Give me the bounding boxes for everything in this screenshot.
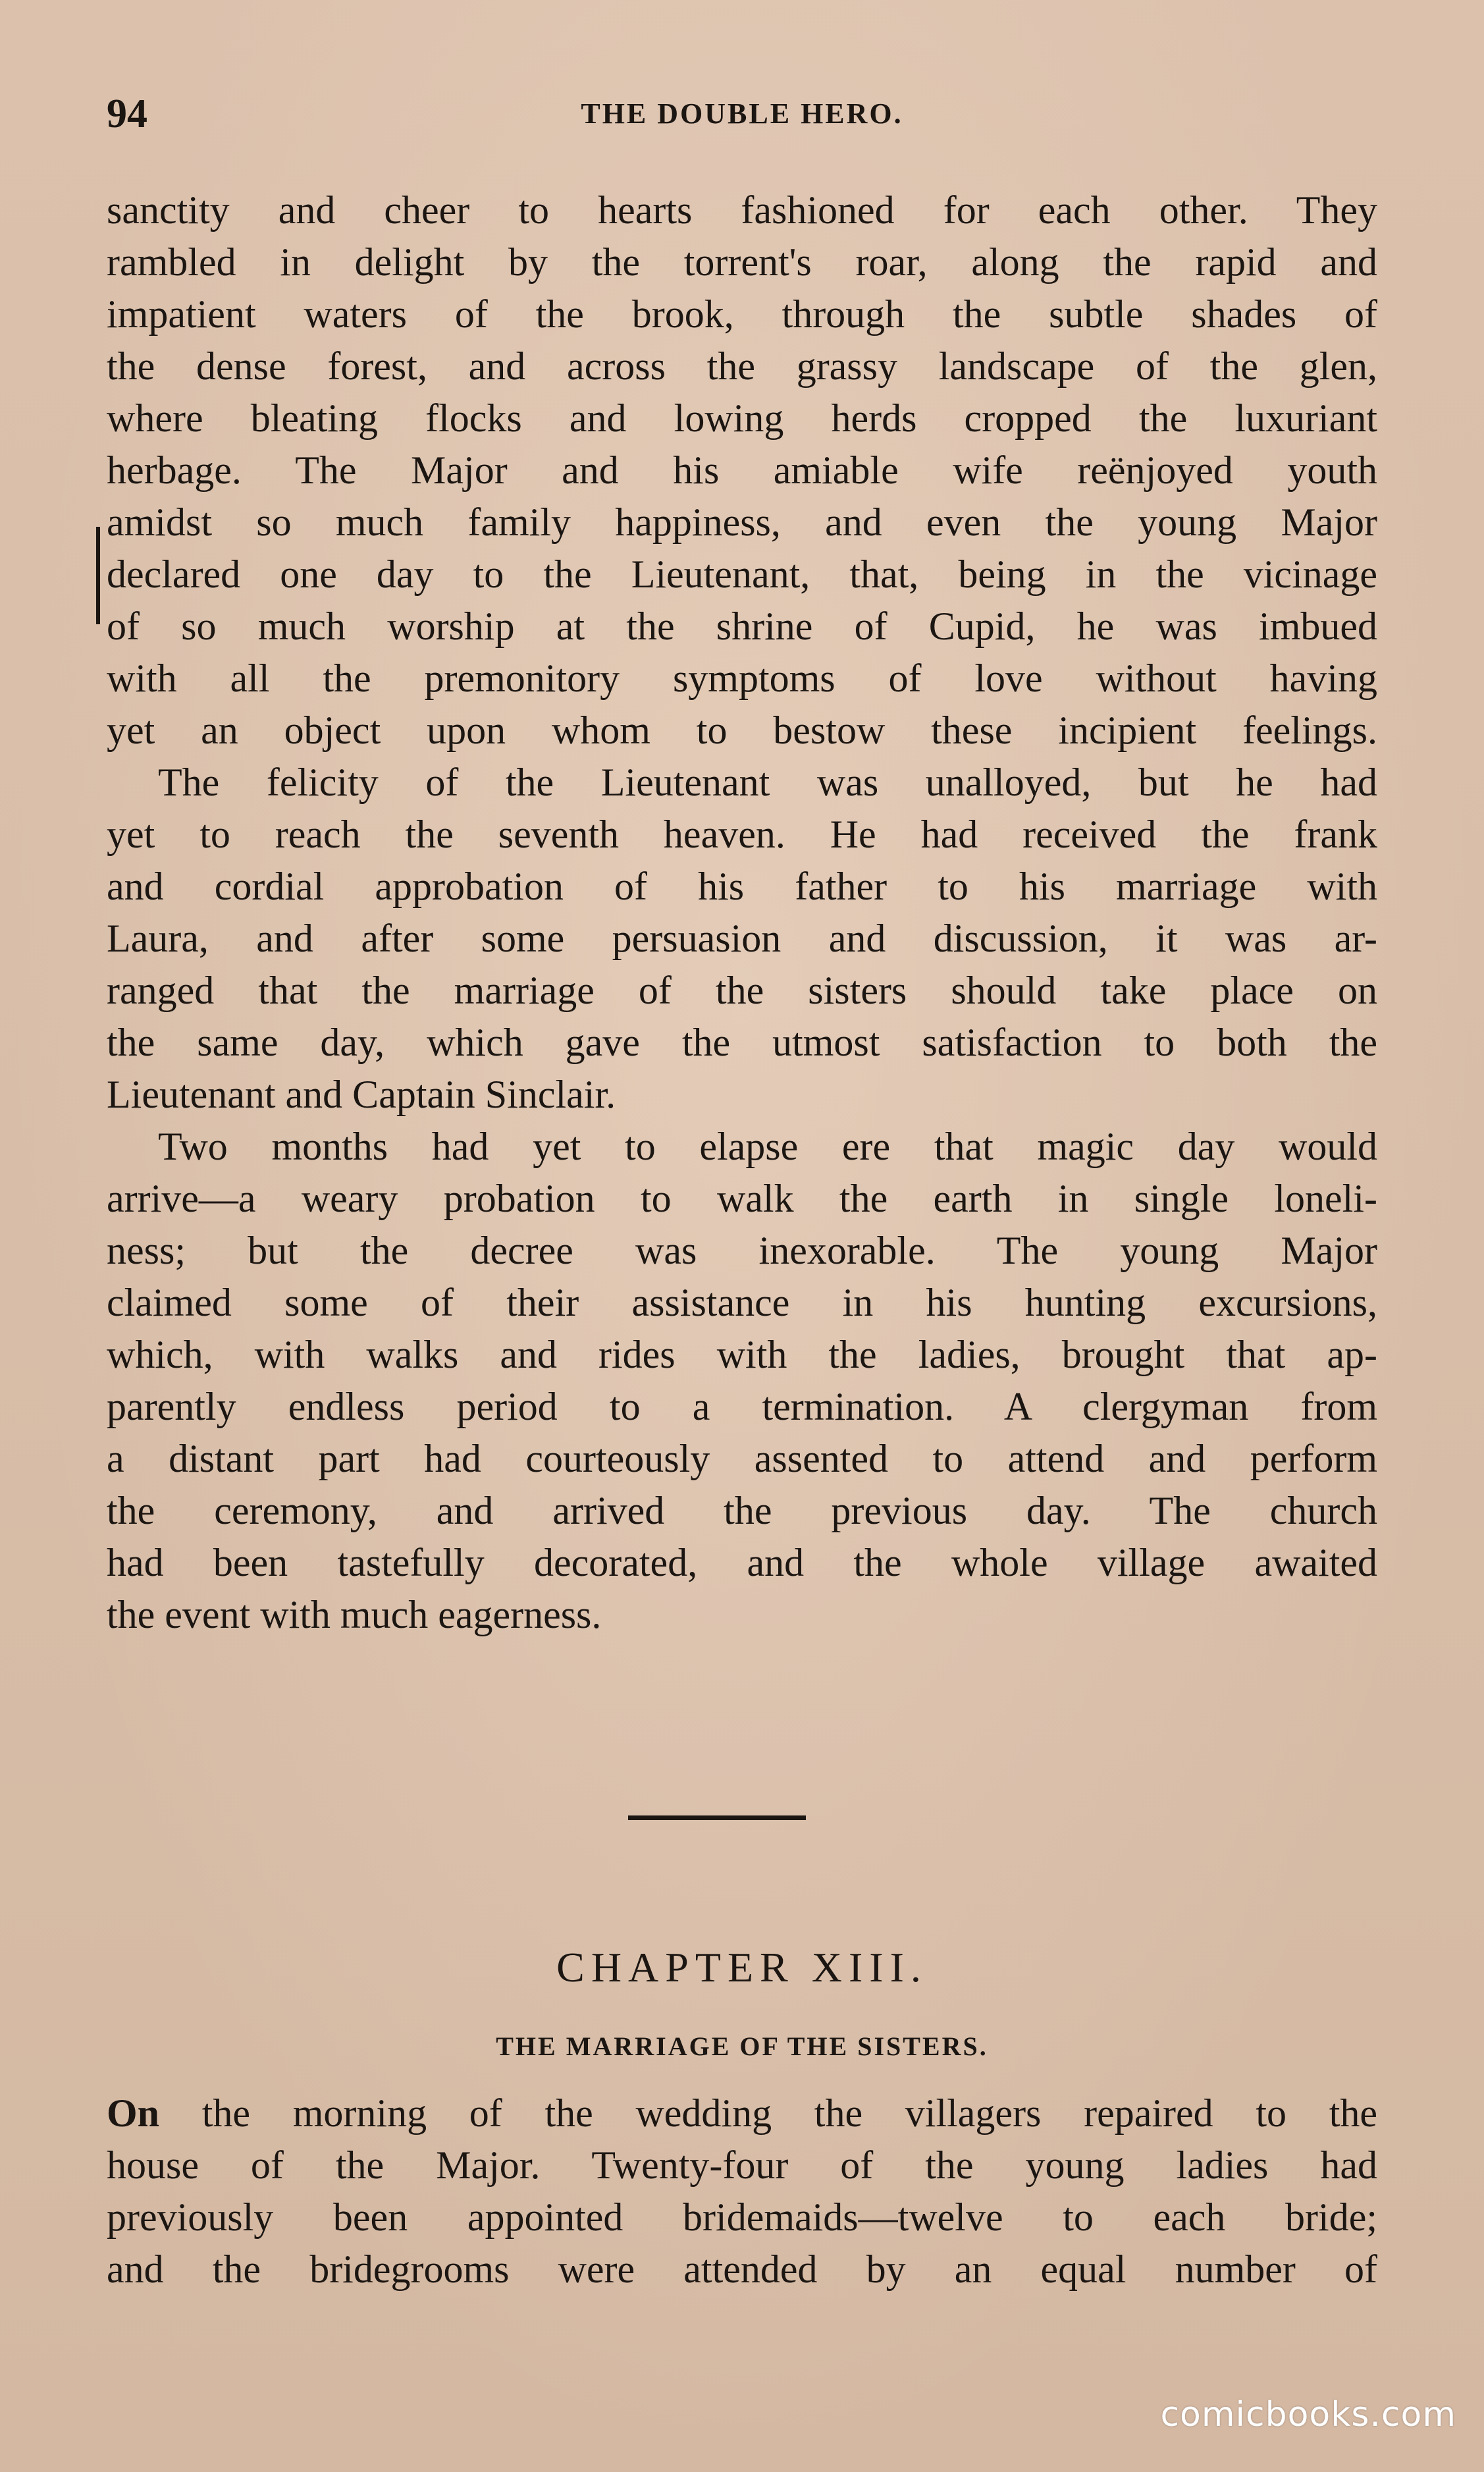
page-number: 94 bbox=[107, 92, 147, 136]
text-line: the ceremony, and arrived the previous day. The church bbox=[107, 1489, 1377, 1532]
text-line: ranged that the marriage of the sisters should take place on bbox=[107, 969, 1377, 1012]
text-line: where bleating flocks and lowing herds cropped the luxuriant bbox=[107, 396, 1377, 440]
text-line: ness; but the decree was inexorable. The young Major bbox=[107, 1229, 1377, 1272]
text-line: declared one day to the Lieutenant, that, being in the vicinage bbox=[107, 552, 1377, 596]
text-line: had been tastefully decorated, and the whole village awaited bbox=[107, 1541, 1377, 1584]
text-line: The felicity of the Lieutenant was unalloyed, but he had bbox=[158, 761, 1377, 804]
chapter-lead-word: On bbox=[107, 2091, 160, 2135]
text-line: the same day, which gave the utmost satisfaction to both the bbox=[107, 1021, 1377, 1064]
text-line: yet an object upon whom to bestow these incipient feelings. bbox=[107, 709, 1377, 752]
text-line: sanctity and cheer to hearts fashioned for each other. They bbox=[107, 188, 1377, 232]
text-line: house of the Major. Twenty-four of the young ladies had bbox=[107, 2143, 1377, 2187]
text-line: of so much worship at the shrine of Cupid, he was imbued bbox=[107, 605, 1377, 648]
section-divider bbox=[628, 1815, 806, 1820]
text-line: herbage. The Major and his amiable wife reënjoyed youth bbox=[107, 448, 1377, 492]
text-line: and the bridegrooms were attended by an equal number of bbox=[107, 2247, 1377, 2291]
text-line bbox=[107, 2087, 1377, 2139]
text-line: arrive—a weary probation to walk the earth in single loneli- bbox=[107, 1177, 1377, 1220]
text-line: a distant part had courteously assented to attend and perform bbox=[107, 1437, 1377, 1480]
running-head bbox=[107, 91, 1377, 137]
text-line: and cordial approbation of his father to his marriage with bbox=[107, 865, 1377, 908]
text-line: claimed some of their assistance in his hunting excursions, bbox=[107, 1281, 1377, 1324]
text-line: amidst so much family happiness, and even the young Major bbox=[107, 500, 1377, 544]
text-line: impatient waters of the brook, through the subtle shades of bbox=[107, 292, 1377, 336]
text-line: the dense forest, and across the grassy landscape of the glen, bbox=[107, 344, 1377, 388]
watermark: comicbooks.com bbox=[1160, 2395, 1456, 2434]
text-line: yet to reach the seventh heaven. He had received the frank bbox=[107, 813, 1377, 856]
text-line: parently endless period to a termination. A clergyman from bbox=[107, 1385, 1377, 1428]
chapter-text bbox=[107, 2087, 1377, 2296]
text-line: with all the premonitory symptoms of love without having bbox=[107, 657, 1377, 700]
margin-mark bbox=[96, 527, 100, 624]
body-text bbox=[107, 184, 1377, 1641]
running-title: THE DOUBLE HERO. bbox=[581, 97, 903, 130]
text-line: Lieutenant and Captain Sinclair. bbox=[107, 1073, 616, 1116]
text-line: Laura, and after some persuasion and discussion, it was ar- bbox=[107, 917, 1377, 960]
text-line: rambled in delight by the torrent's roar, along the rapid and bbox=[107, 240, 1377, 284]
text-line: the event with much eagerness. bbox=[107, 1593, 602, 1636]
chapter-title: CHAPTER XIII. bbox=[556, 1944, 928, 1991]
text-line: previously been appointed bridemaids—twelve to each bride; bbox=[107, 2195, 1377, 2239]
text-line: which, with walks and rides with the ladies, brought that ap- bbox=[107, 1333, 1377, 1376]
text-line-rest: the morning of the wedding the villagers repaired to the bbox=[159, 2091, 1377, 2135]
text-line: Two months had yet to elapse ere that magic day would bbox=[158, 1125, 1377, 1168]
chapter-subtitle: THE MARRIAGE OF THE SISTERS. bbox=[496, 2031, 988, 2061]
